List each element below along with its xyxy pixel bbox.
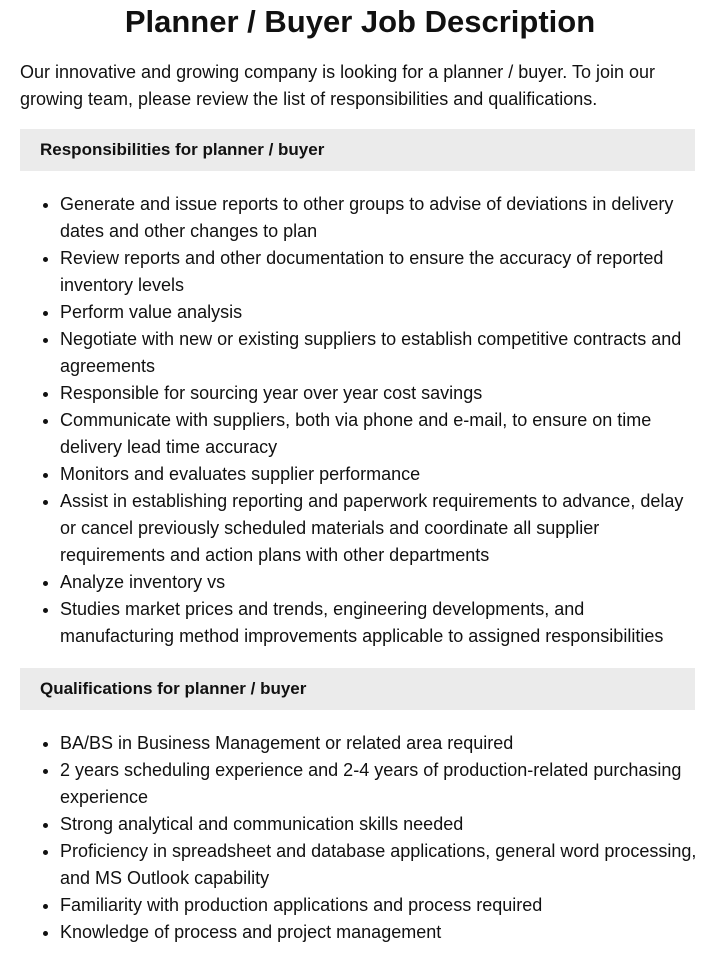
list-item: • Generate and issue reports to other groups to advise of deviations in delivery dates and other changes to plan [60, 191, 700, 245]
list-item: • 2 years scheduling experience and 2-4 years of production-related purchasing experience [60, 757, 700, 811]
list-item: • BA/BS in Business Management or related area required [60, 730, 700, 757]
responsibilities-list [20, 191, 700, 650]
list-item: • Perform value analysis [60, 299, 700, 326]
list-item: • Monitors and evaluates supplier performance [60, 461, 700, 488]
list-item: • Studies market prices and trends, engineering developments, and manufacturing method improvements applicable to assigned responsibilities [60, 596, 700, 650]
intro-paragraph: Our innovative and growing company is looking for a planner / buyer. To join our growing team, please review the list of responsibilities and qualifications. [20, 62, 656, 109]
qualifications-heading: Qualifications for planner / buyer [20, 668, 695, 710]
list-item: • Communicate with suppliers, both via phone and e-mail, to ensure on time delivery lead time accuracy [60, 407, 700, 461]
responsibilities-heading: Responsibilities for planner / buyer [20, 129, 695, 171]
list-item: • Review reports and other documentation to ensure the accuracy of reported inventory levels [60, 245, 700, 299]
list-item: • Proficiency in spreadsheet and database applications, general word processing, and MS Outlook capability [60, 838, 700, 892]
qualifications-list [20, 730, 700, 946]
list-item: • Responsible for sourcing year over year cost savings [60, 380, 700, 407]
list-item: • Assist in establishing reporting and paperwork requirements to advance, delay or cancel previously scheduled materials and coordinate all supplier requirements and action plans with other departments [60, 488, 700, 569]
list-item: • Familiarity with production applications and process required [60, 892, 700, 919]
list-item: • Negotiate with new or existing suppliers to establish competitive contracts and agreements [60, 326, 700, 380]
page-title: Planner / Buyer Job Description [124, 4, 596, 39]
responsibilities-section [20, 129, 695, 650]
list-item: • Analyze inventory vs [60, 569, 700, 596]
qualifications-section [20, 668, 695, 946]
list-item: • Knowledge of process and project management [60, 919, 700, 946]
list-item: • Strong analytical and communication skills needed [60, 811, 700, 838]
